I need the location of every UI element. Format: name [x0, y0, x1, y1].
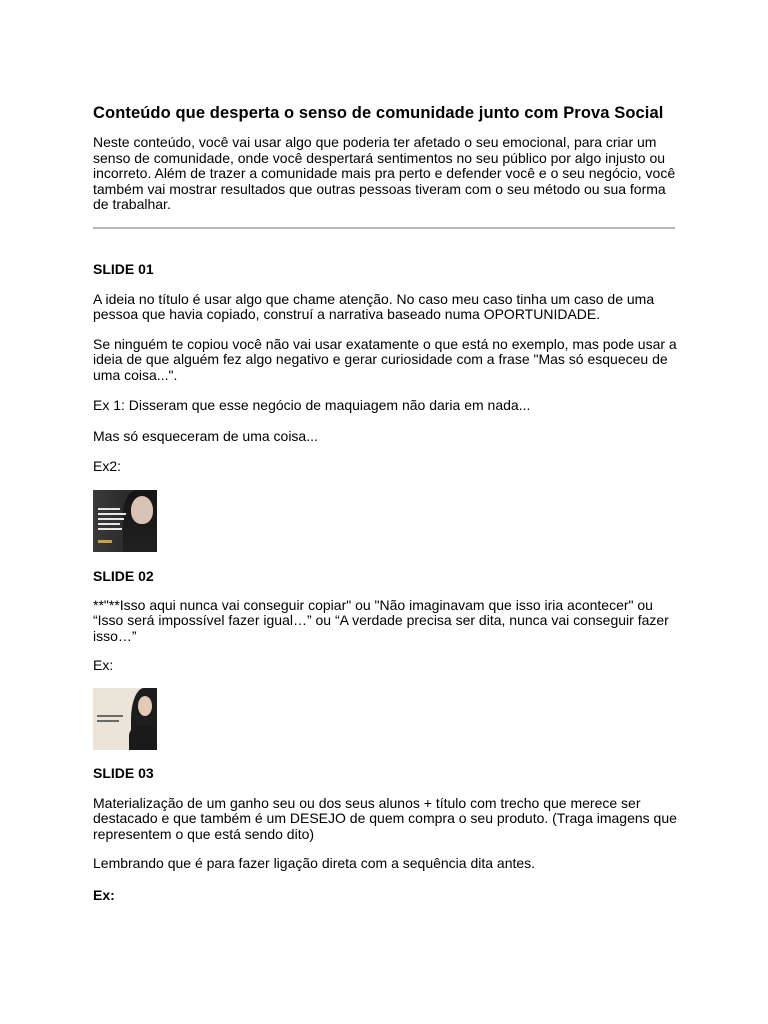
slide-01-paragraph-5: Ex2:: [93, 458, 122, 474]
slide-01-paragraph-2: Se ninguém te copiou você não vai usar exatamente o que está no exemplo, mas pode usar a ideia de que alguém fez algo negativo e gerar curiosidade com a frase "Mas só esqueceu de uma coisa...".: [93, 335, 677, 383]
slide-01-paragraph-3: Ex 1: Disseram que esse negócio de maquiagem não daria em nada...: [93, 397, 531, 413]
image-button-shape: [98, 540, 112, 543]
image-face-shape: [138, 696, 152, 716]
image-text-line: [98, 508, 120, 510]
image-text-line: [97, 720, 119, 722]
slide-03-example-label: Ex:: [93, 886, 115, 903]
image-text-line: [97, 715, 123, 717]
slide-02-heading: SLIDE 02: [93, 567, 154, 584]
document-content: [93, 103, 677, 903]
slide-01-heading: SLIDE 01: [93, 260, 154, 277]
slide-03-paragraph-2: Lembrando que é para fazer ligação direta com a sequência dita antes.: [93, 855, 536, 871]
slide-01-example-image: [93, 490, 157, 552]
intro-paragraph: Neste conteúdo, você vai usar algo que poderia ter afetado o seu emocional, para criar um senso de comunidade, onde você despertará sentimentos no seu público por algo injusto ou incorreto. Além de trazer a comunidade mais pra perto e defender você e o seu negócio, você também vai mostrar resultados que outras pessoas tiveram com o seu método ou sua forma de trabalhar.: [93, 134, 676, 212]
slide-02-example-image: [93, 688, 157, 750]
image-body-shape: [129, 726, 157, 750]
section-divider: [93, 227, 675, 229]
image-text-line: [98, 513, 126, 515]
slide-03-paragraph-1: Materialização de um ganho seu ou dos seus alunos + título com trecho que merece ser destacado e que também é um DESEJO de quem compra o seu produto. (Traga imagens que representem o que está sendo dito): [93, 794, 677, 842]
slide-01-paragraph-1: A ideia no título é usar algo que chame atenção. No caso meu caso tinha um caso de uma pessoa que havia copiado, construí a narrativa baseado numa OPORTUNIDADE.: [93, 290, 655, 322]
image-text-line: [98, 523, 120, 525]
image-face-shape: [131, 496, 153, 524]
slide-02-paragraph-2: Ex:: [93, 657, 114, 673]
slide-03-heading: SLIDE 03: [93, 764, 154, 781]
slide-02-paragraph-1: **"**Isso aqui nunca vai conseguir copiar" ou "Não imaginavam que isso iria acontecer" ou “Isso será impossível fazer igual…” ou “A verdade precisa ser dita, nunca vai conseguir fazer isso…”: [93, 596, 669, 644]
image-text-line: [98, 528, 122, 530]
slide-01-paragraph-4: Mas só esqueceram de uma coisa...: [93, 427, 318, 444]
image-text-line: [98, 518, 124, 520]
page-title: Conteúdo que desperta o senso de comunidade junto com Prova Social: [93, 104, 664, 122]
